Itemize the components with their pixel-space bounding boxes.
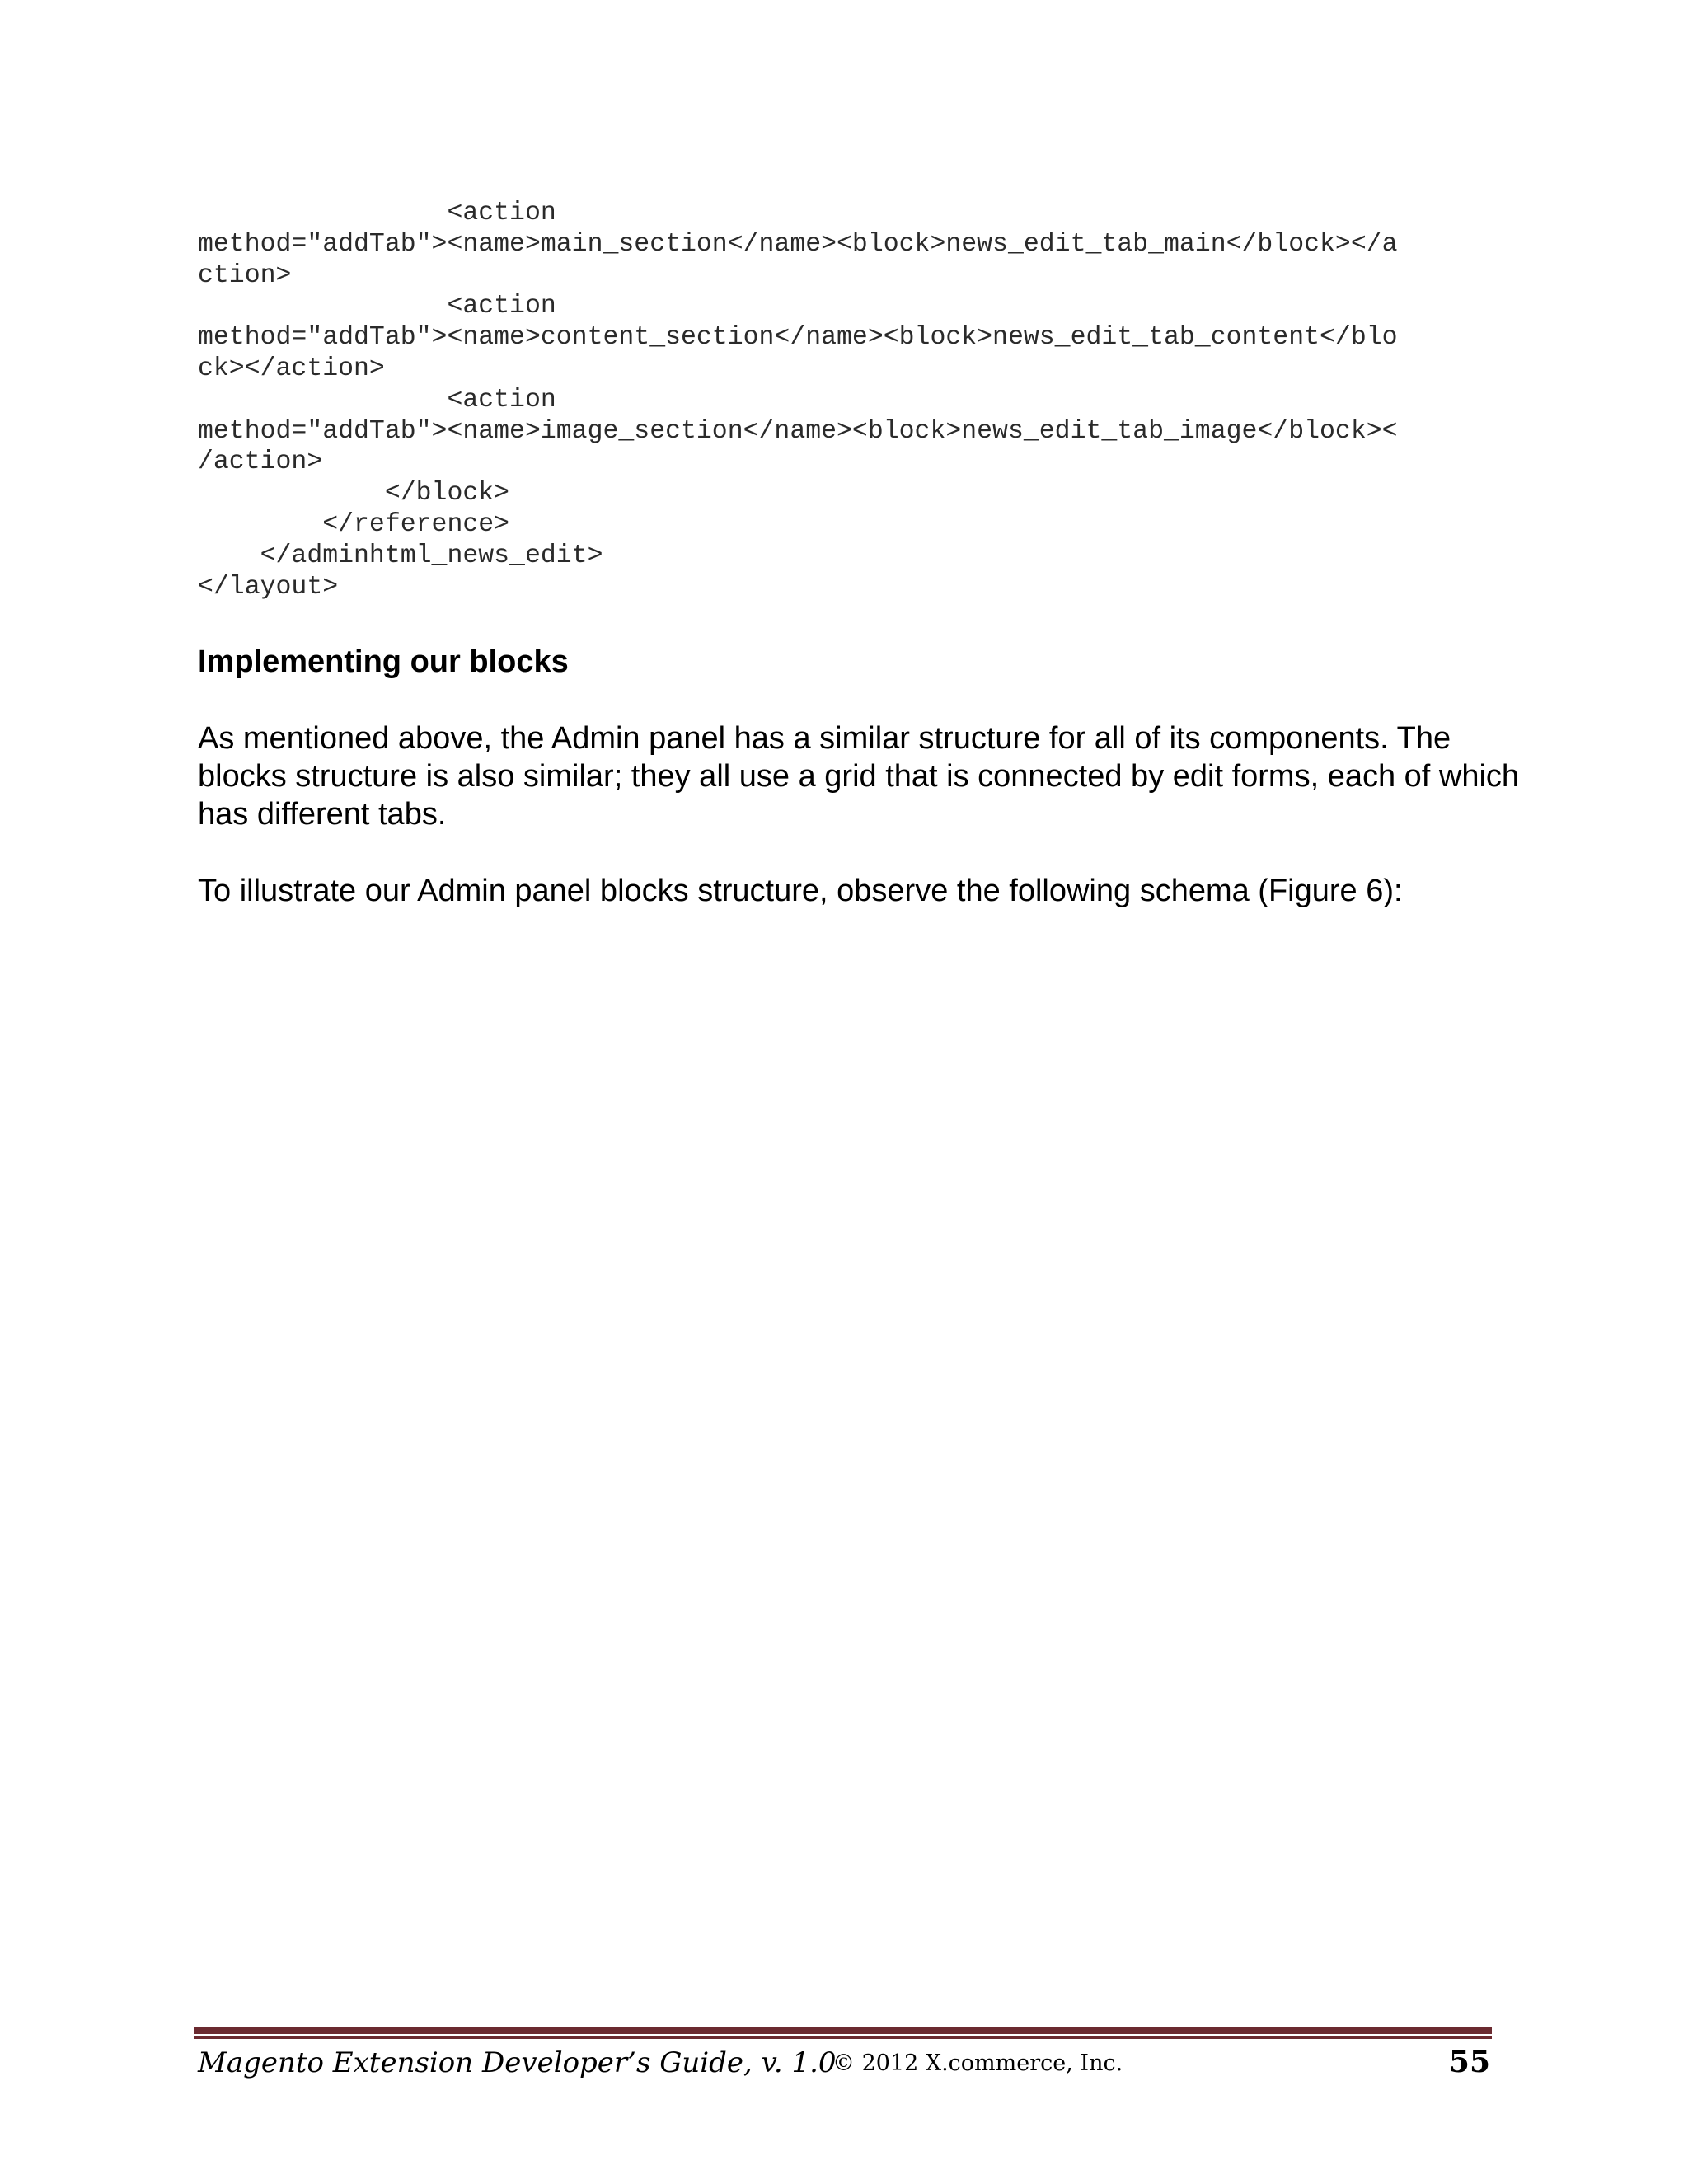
body-paragraph: To illustrate our Admin panel blocks structure, observe the following schema (Figure 6): bbox=[198, 874, 1403, 908]
footer-rule bbox=[194, 2027, 1492, 2034]
footer-guide-title: Magento Extension Developer’s Guide, v. 1.0 bbox=[198, 2046, 837, 2079]
code-line: method="addTab"><name>image_section</name><block>news_edit_tab_image</block>< bbox=[198, 416, 1398, 446]
page-number: 55 bbox=[1448, 2045, 1490, 2079]
code-line: /action> bbox=[198, 448, 323, 477]
footer-copyright: © 2012 X.commerce, Inc. bbox=[832, 2050, 1123, 2076]
code-line: ck></action> bbox=[198, 354, 385, 383]
code-line: </reference> bbox=[198, 509, 510, 539]
code-block bbox=[198, 198, 1484, 602]
code-line: ction> bbox=[198, 260, 292, 290]
code-line: <action bbox=[198, 385, 556, 415]
code-line: <action bbox=[198, 199, 556, 227]
code-line: <action bbox=[198, 292, 556, 321]
code-line: </layout> bbox=[198, 572, 339, 602]
code-line: method="addTab"><name>content_section</name><block>news_edit_tab_content</blo bbox=[198, 323, 1398, 353]
code-line: </block> bbox=[198, 479, 510, 509]
code-line: method="addTab"><name>main_section</name><block>news_edit_tab_main</block></a bbox=[198, 229, 1398, 259]
code-line: </adminhtml_news_edit> bbox=[198, 541, 603, 570]
section-heading: Implementing our blocks bbox=[198, 644, 569, 679]
body-paragraph: As mentioned above, the Admin panel has a similar structure for all of its components. The blocks structure is also similar; they all use a grid that is connected by edit forms, each of which has different tabs. bbox=[198, 721, 1520, 832]
footer-rule-thin bbox=[194, 2036, 1492, 2039]
